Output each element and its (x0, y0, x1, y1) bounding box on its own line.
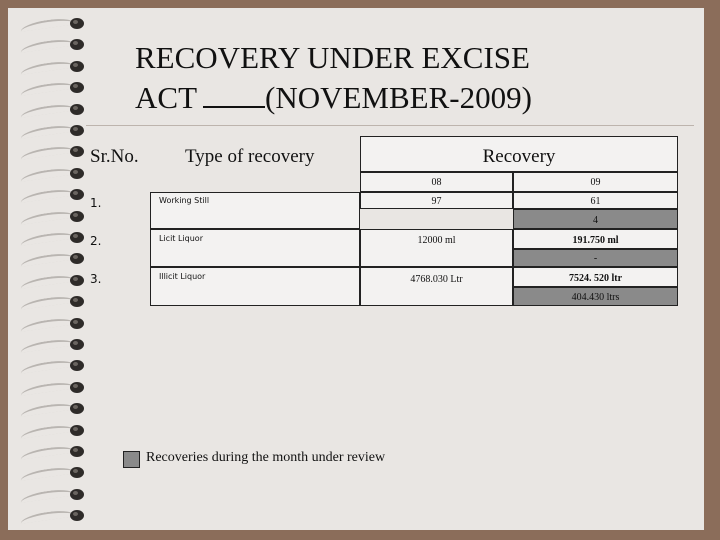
row-2-type-cell (150, 229, 360, 267)
legend-text: Recoveries during the month under review (146, 450, 386, 465)
year-09: 09 (513, 172, 678, 192)
header-type: Type of recovery (185, 146, 315, 167)
title-suffix: (NOVEMBER-2009) (265, 80, 532, 115)
row-3-v09: 7524. 520 ltr (513, 267, 678, 287)
header-recovery: Recovery (360, 136, 678, 172)
row-2-v08: 12000 ml (360, 229, 513, 267)
row-3-sr: 3. (90, 272, 102, 286)
spiral-ring (20, 18, 90, 28)
spiral-ring (20, 168, 90, 178)
spiral-ring (20, 125, 90, 135)
row-2-sr: 2. (90, 234, 102, 248)
spiral-binding (8, 18, 93, 533)
row-2-v09: 191.750 ml (513, 229, 678, 249)
row-3-month: 404.430 ltrs (513, 287, 678, 306)
spiral-ring (20, 318, 90, 328)
spiral-ring (20, 61, 90, 71)
title-divider (86, 125, 694, 126)
spiral-ring (20, 253, 90, 263)
row-1-v08: 97 (360, 192, 513, 209)
row-1-month: 4 (513, 209, 678, 229)
row-1-type: Working Still (159, 196, 210, 205)
title-line-1: RECOVERY UNDER EXCISE (135, 40, 530, 75)
spiral-ring (20, 104, 90, 114)
row-1-type-cell (150, 192, 360, 229)
spiral-ring (20, 360, 90, 370)
spiral-ring (20, 296, 90, 306)
spiral-ring (20, 275, 90, 285)
spiral-ring (20, 403, 90, 413)
spiral-ring (20, 82, 90, 92)
spiral-ring (20, 339, 90, 349)
row-3-type: Illicit Liquor (159, 272, 206, 281)
spiral-ring (20, 211, 90, 221)
spiral-ring (20, 446, 90, 456)
legend-swatch (123, 451, 140, 468)
row-2-month: - (513, 249, 678, 267)
spiral-ring (20, 232, 90, 242)
spiral-ring (20, 425, 90, 435)
spiral-ring (20, 467, 90, 477)
year-08: 08 (360, 172, 513, 192)
row-1-sr: 1. (90, 196, 102, 210)
row-2-type: Licit Liquor (159, 234, 203, 243)
spiral-ring (20, 39, 90, 49)
row-1-v09: 61 (513, 192, 678, 209)
title-prefix: ACT (135, 80, 197, 115)
slide-title (135, 38, 695, 118)
row-3-type-cell (150, 267, 360, 306)
slide (8, 8, 704, 530)
spiral-ring (20, 382, 90, 392)
title-blank-underline (203, 82, 265, 108)
row-3-v08: 4768.030 Ltr (360, 267, 513, 306)
spiral-ring (20, 189, 90, 199)
spiral-ring (20, 489, 90, 499)
header-sr-no: Sr.No. (90, 146, 139, 167)
spiral-ring (20, 146, 90, 156)
title-line-2 (135, 78, 695, 118)
spiral-ring (20, 510, 90, 520)
